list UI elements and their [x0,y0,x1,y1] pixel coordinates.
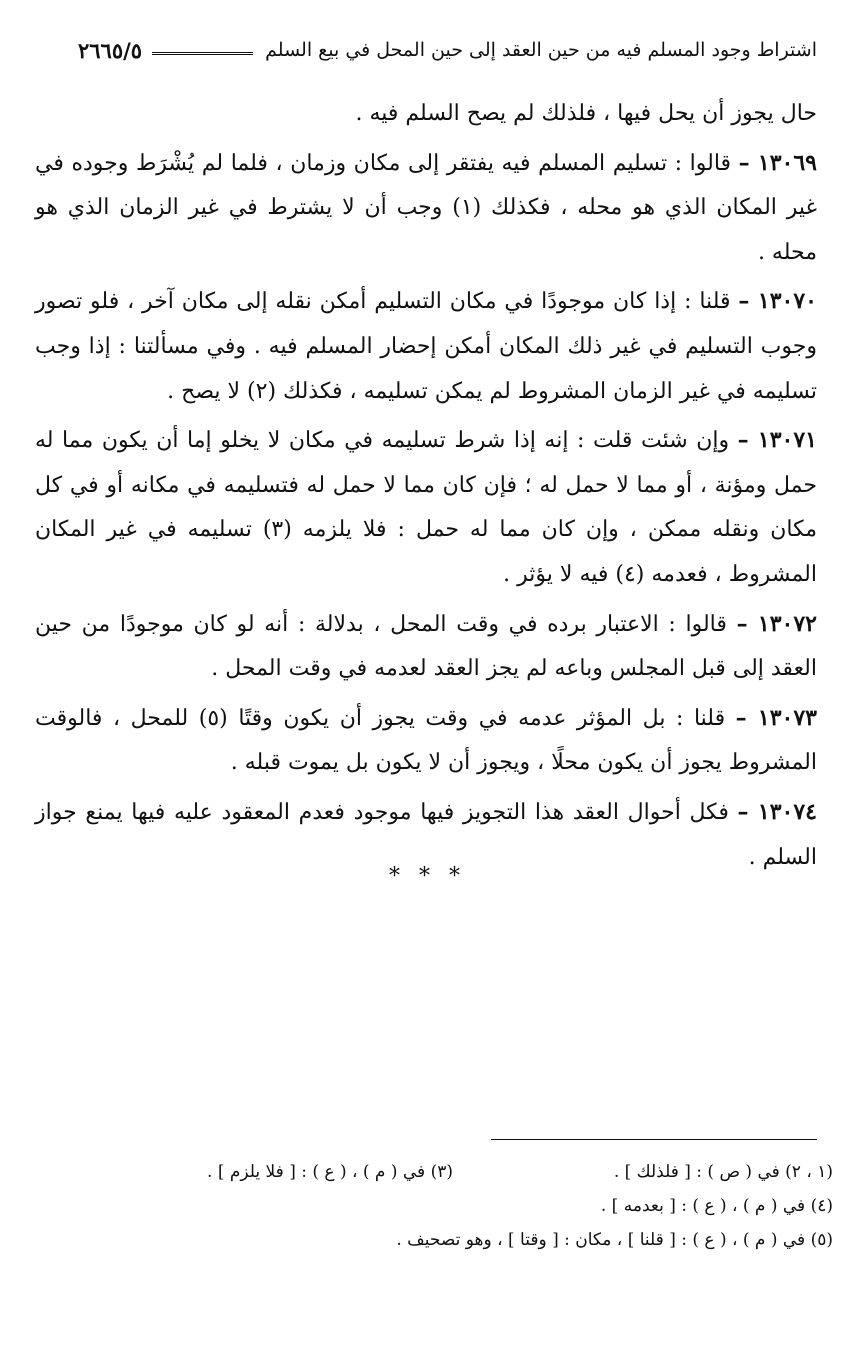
paragraph [35,696,817,786]
paragraph-text: قلنا : إذا كان موجودًا في مكان التسليم أمكن نقله إلى مكان آخر ، فلو تصور وجوب التسليم في غير ذلك المكان أمكن إحضار المسلم فيه . وفي مسألتنا : إذا وجب تسليمه في غير الزمان المشروط لم يمكن تسليمه ، فكذلك (٢) لا يصح . [35,289,817,404]
paragraph-number: ١٣٠٧٢ – [736,610,817,637]
footnote-rule [491,1139,817,1140]
footnote-row [33,1223,833,1257]
footnote-row [33,1155,833,1189]
paragraph-text: قلنا : بل المؤثر عدمه في وقت يجوز أن يكون وقتًا (٥) للمحل ، فالوقت المشروط يجوز أن يكون محلًا ، ويجوز أن لا يكون بل يموت قبله . [35,705,817,776]
paragraph-number: ١٣٠٧٠ – [738,288,817,315]
footnote-4: (٤) في ( م ) ، ( ع ) : [ بعدمه ] . [600,1196,833,1216]
paragraph [35,279,817,414]
header-title: اشتراط وجود المسلم فيه من حين العقد إلى حين المحل في بيع السلم [265,38,817,61]
section-separator: * * * [389,864,466,889]
paragraph-number: ١٣٠٧٤ – [737,798,817,825]
footnotes [33,1155,833,1257]
paragraph [35,602,817,692]
header-rule [152,52,253,55]
footnote-row [33,1189,833,1223]
paragraph-text: قالوا : الاعتبار برده في وقت المحل ، بدلالة : أنه لو كان موجودًا من حين العقد إلى قبل المجلس وباعه لم يجز العقد لعدمه في وقت المحل . [35,611,817,682]
footnote-1-2: (١ ، ٢) في ( ص ) : [ فلذلك ] . [613,1162,833,1182]
body-text [35,92,817,884]
running-header [78,30,817,70]
paragraph [35,92,817,137]
paragraph-text: حال يجوز أن يحل فيها ، فلذلك لم يصح السلم فيه . [355,101,817,126]
footnote-3: (٣) في ( م ) ، ( ع ) : [ فلا يلزم ] . [207,1162,453,1182]
paragraph-number: ١٣٠٧٣ – [735,704,817,731]
page-number: ٢٦٦٥/٥ [78,37,143,63]
paragraph [35,141,817,276]
paragraph-text: وإن شئت قلت : إنه إذا شرط تسليمه في مكان لا يخلو إما أن يكون مما له حمل ومؤنة ، أو مما لا حمل له ؛ فإن كان مما لا حمل له فتسليمه في مكانه أو في كل مكان ونقله ممكن ، وإن كان مما له حمل : فلا يلزمه (٣) تسليمه في غير المكان المشروط ، فعدمه (٤) فيه لا يؤثر . [35,428,818,587]
paragraph-text: قالوا : تسليم المسلم فيه يفتقر إلى مكان وزمان ، فلما لم يُشْرَط وجوده في غير المكان الذي هو محله ، فكذلك (١) وجب أن لا يشترط في غير الزمان الذي هو محله . [35,150,817,265]
paragraph-number: ١٣٠٦٩ – [738,149,817,176]
footnote-5: (٥) في ( م ) ، ( ع ) : [ قلنا ] ، مكان : [ وقتا ] ، وهو تصحيف . [396,1230,833,1250]
paragraph-number: ١٣٠٧١ – [737,427,817,454]
paragraph [35,418,817,597]
paragraph-text: فكل أحوال العقد هذا التجويز فيها موجود فعدم المعقود عليه فيها يمنع جواز السلم . [35,799,817,870]
